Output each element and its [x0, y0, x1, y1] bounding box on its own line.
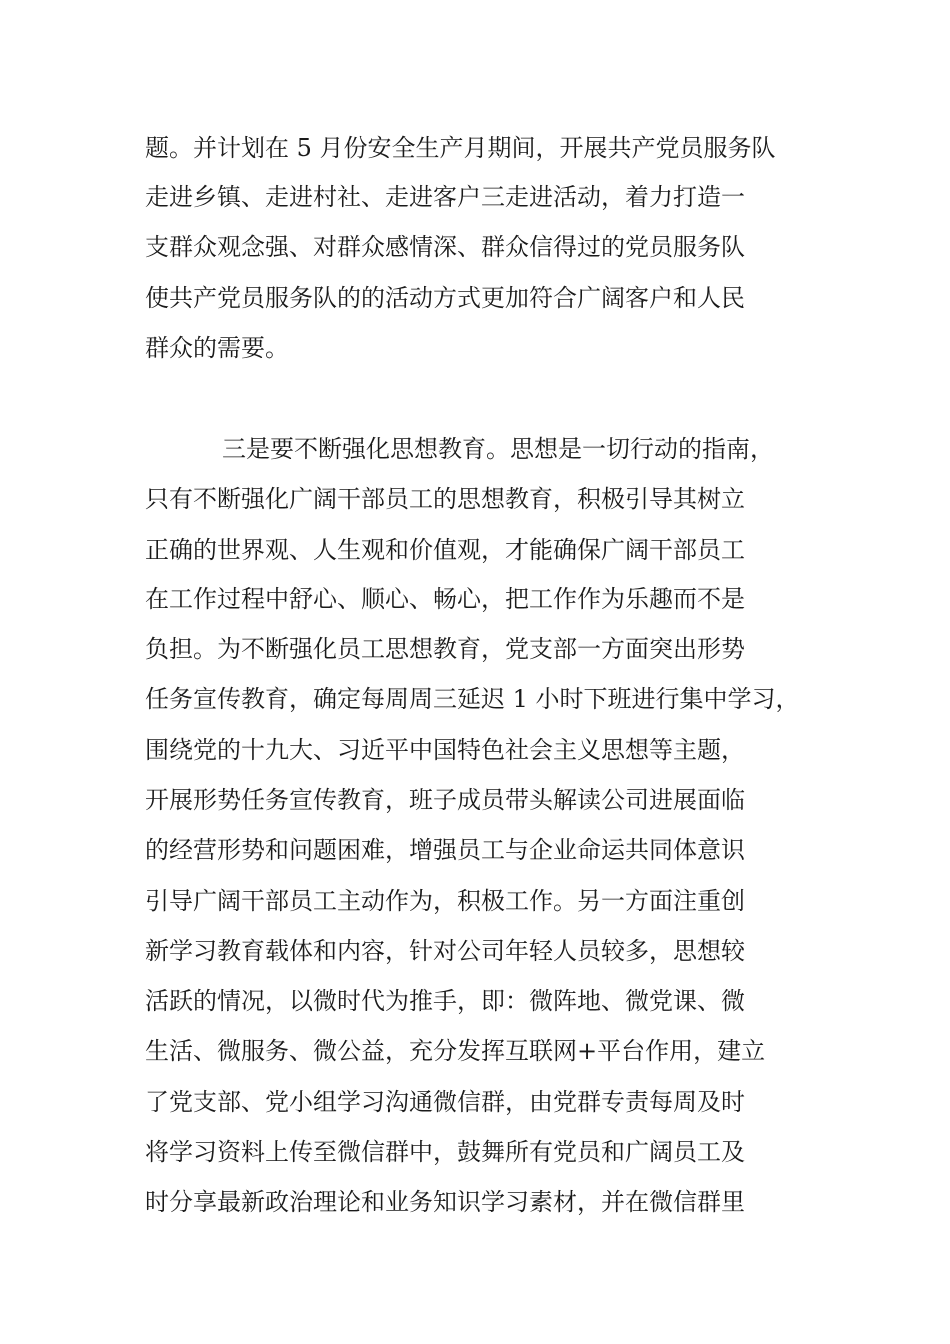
text-line: 走进乡镇、走进村社、走进客户三走进活动，着力打造一	[145, 183, 745, 211]
text-line: 的经营形势和问题困难，增强员工与企业命运共同体意识	[145, 836, 745, 864]
text-line: 新学习教育载体和内容，针对公司年轻人员较多，思想较	[145, 937, 745, 965]
text-line: 引导广阔干部员工主动作为，积极工作。另一方面注重创	[145, 887, 745, 915]
text-line: 负担。为不断强化员工思想教育，党支部一方面突出形势	[145, 635, 745, 663]
text-line: 题。并计划在 5 月份安全生产月期间，开展共产党员服务队	[145, 134, 776, 162]
text-line: 正确的世界观、人生观和价值观，才能确保广阔干部员工	[145, 536, 745, 564]
text-line: 任务宣传教育，确定每周周三延迟 1 小时下班进行集中学习，	[145, 685, 800, 713]
text-line: 群众的需要。	[145, 334, 289, 362]
text-line: 时分享最新政治理论和业务知识学习素材，并在微信群里	[145, 1188, 745, 1216]
text-line: 生活、微服务、微公益，充分发挥互联网+平台作用，建立	[145, 1037, 766, 1065]
text-line: 支群众观念强、对群众感情深、群众信得过的党员服务队	[145, 233, 745, 261]
text-line: 了党支部、党小组学习沟通微信群，由党群专责每周及时	[145, 1088, 745, 1116]
text-line: 在工作过程中舒心、顺心、畅心，把工作作为乐趣而不是	[145, 585, 745, 613]
text-line: 将学习资料上传至微信群中，鼓舞所有党员和广阔员工及	[145, 1138, 745, 1166]
text-line: 只有不断强化广阔干部员工的思想教育，积极引导其树立	[145, 485, 745, 513]
text-line: 三是要不断强化思想教育。思想是一切行动的指南，	[222, 435, 774, 463]
text-line: 活跃的情况，以微时代为推手，即：微阵地、微党课、微	[145, 987, 745, 1015]
text-line: 使共产党员服务队的的活动方式更加符合广阔客户和人民	[145, 284, 745, 312]
text-line: 围绕党的十九大、习近平中国特色社会主义思想等主题，	[145, 736, 745, 764]
text-line: 开展形势任务宣传教育，班子成员带头解读公司进展面临	[145, 786, 745, 814]
